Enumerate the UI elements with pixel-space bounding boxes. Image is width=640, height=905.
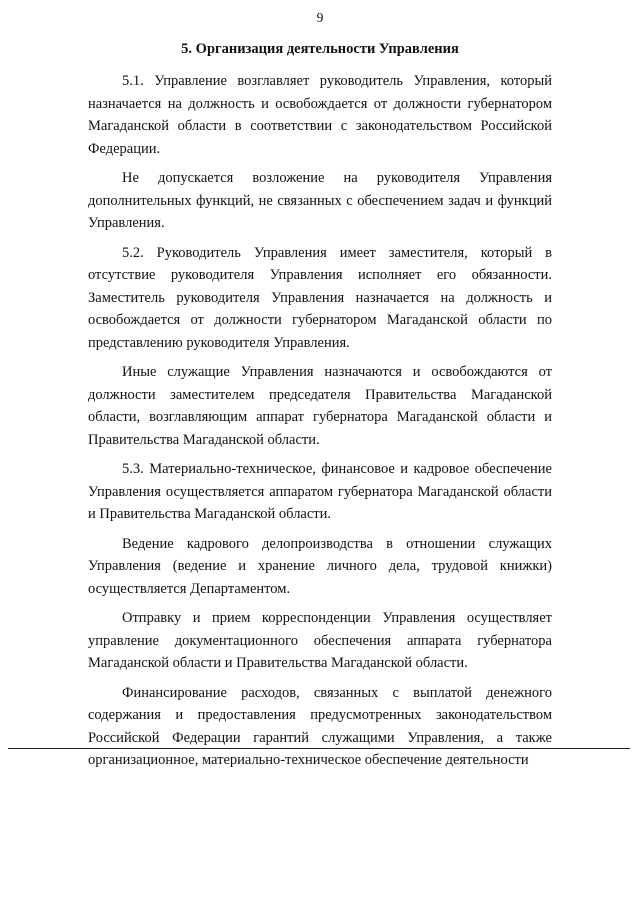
paragraph-other-staff: Иные служащие Управления назначаются и освобождаются от должности заместителем председателя Правительства Магаданской области, возглавляющим аппарат губернатора Магаданской области и Правительства Магаданской области. xyxy=(88,364,552,448)
footer-rule xyxy=(8,748,630,749)
document-body xyxy=(88,40,552,777)
paragraph-hr-records: Ведение кадрового делопроизводства в отношении служащих Управления (ведение и хранение личного дела, трудовой книжки) осуществляется Департаментом. xyxy=(88,535,552,597)
page-number: 9 xyxy=(316,10,324,25)
paragraph-5-3: 5.3. Материально-техническое, финансовое и кадровое обеспечение Управления осуществляется аппаратом губернатора Магаданской области и Правительства Магаданской области. xyxy=(88,461,552,522)
paragraph-correspondence: Отправку и прием корреспонденции Управления осуществляет управление документационного обеспечения аппарата губернатора Магаданской области и Правительства Магаданской области. xyxy=(88,610,552,671)
paragraph-5-2: 5.2. Руководитель Управления имеет заместителя, который в отсутствие руководителя Управления исполняет его обязанности. Заместитель руководителя Управления назначается на должность и освобождается от должности губернатором Магаданской области по представлению руководителя Управления. xyxy=(88,244,552,351)
paragraph-financing: Финансирование расходов, связанных с выплатой денежного содержания и предоставления предусмотренных законодательством Российской Федерации гарантий служащими Управления, а также организационное, материально-техническое обеспечение деятельности xyxy=(88,684,552,768)
section-heading: 5. Организация деятельности Управления xyxy=(181,41,459,57)
paragraph-additional-functions: Не допускается возложение на руководителя Управления дополнительных функций, не связанных с обеспечением задач и функций Управления. xyxy=(88,170,552,231)
paragraph-5-1: 5.1. Управление возглавляет руководитель Управления, который назначается на должность и освобождается от должности губернатором Магаданской области в соответствии с законодательством Российской Федерации. xyxy=(88,73,552,157)
